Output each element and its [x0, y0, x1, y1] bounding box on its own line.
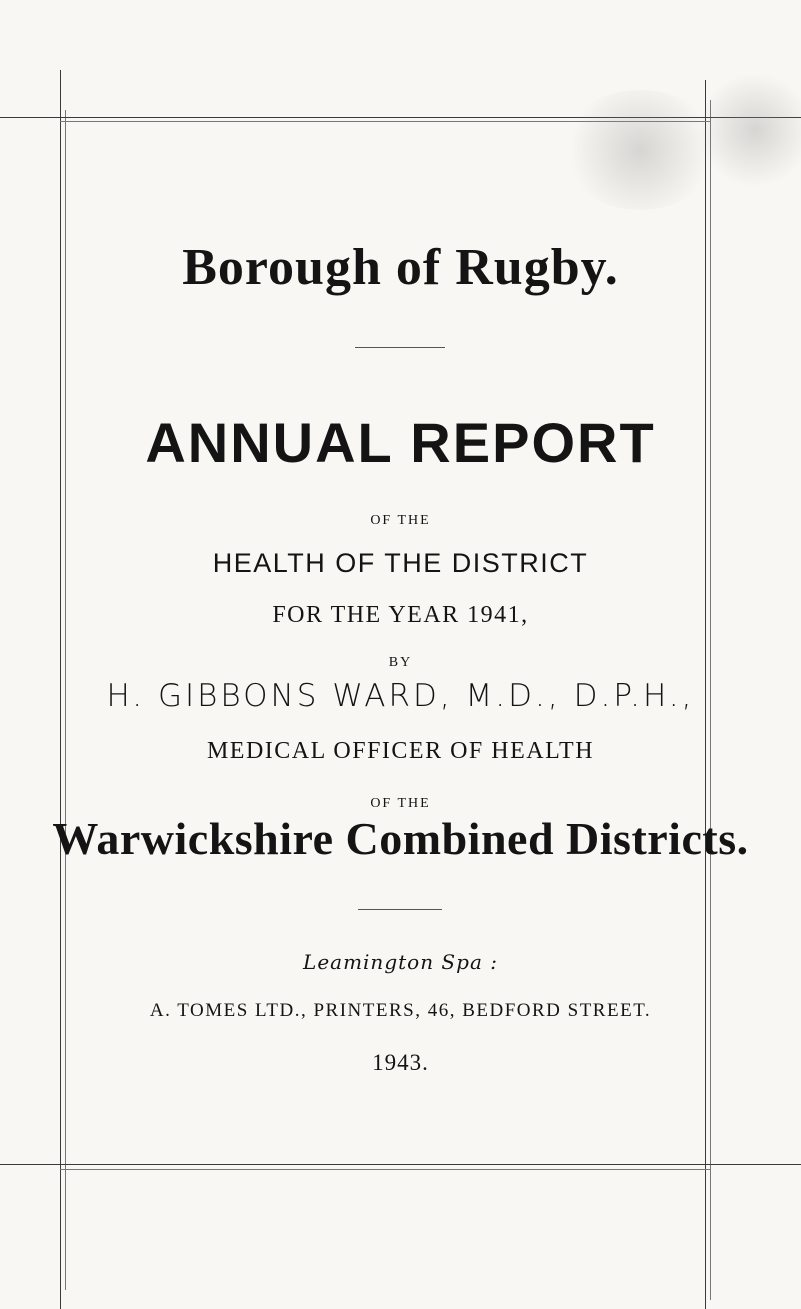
author-role: MEDICAL OFFICER OF HEALTH [206, 738, 595, 764]
borough-heading: Borough of Rugby. [182, 239, 619, 296]
of-the-label: OF THE [370, 513, 431, 528]
bottom-border-rule-inner [60, 1169, 710, 1170]
divider-rule [358, 909, 442, 910]
divider-rule [355, 347, 445, 348]
publication-place: Leamington Spa : [303, 950, 498, 974]
paper-stain [560, 90, 720, 210]
of-the-label-2: OF THE [370, 796, 431, 811]
bottom-border-rule [0, 1164, 801, 1165]
report-title: ANNUAL REPORT [145, 411, 656, 474]
report-period: FOR THE YEAR 1941, [272, 602, 529, 628]
printer-line: A. TOMES LTD., PRINTERS, 46, BEDFORD STREET. [149, 1000, 652, 1021]
report-subject: HEALTH OF THE DISTRICT [212, 548, 589, 578]
by-label: BY [388, 655, 413, 670]
author-name: H. GIBBONS WARD, M.D., D.P.H., [106, 678, 695, 714]
publication-year: 1943. [372, 1050, 429, 1075]
paper-stain [700, 70, 801, 190]
district-name: Warwickshire Combined Districts. [52, 813, 749, 864]
